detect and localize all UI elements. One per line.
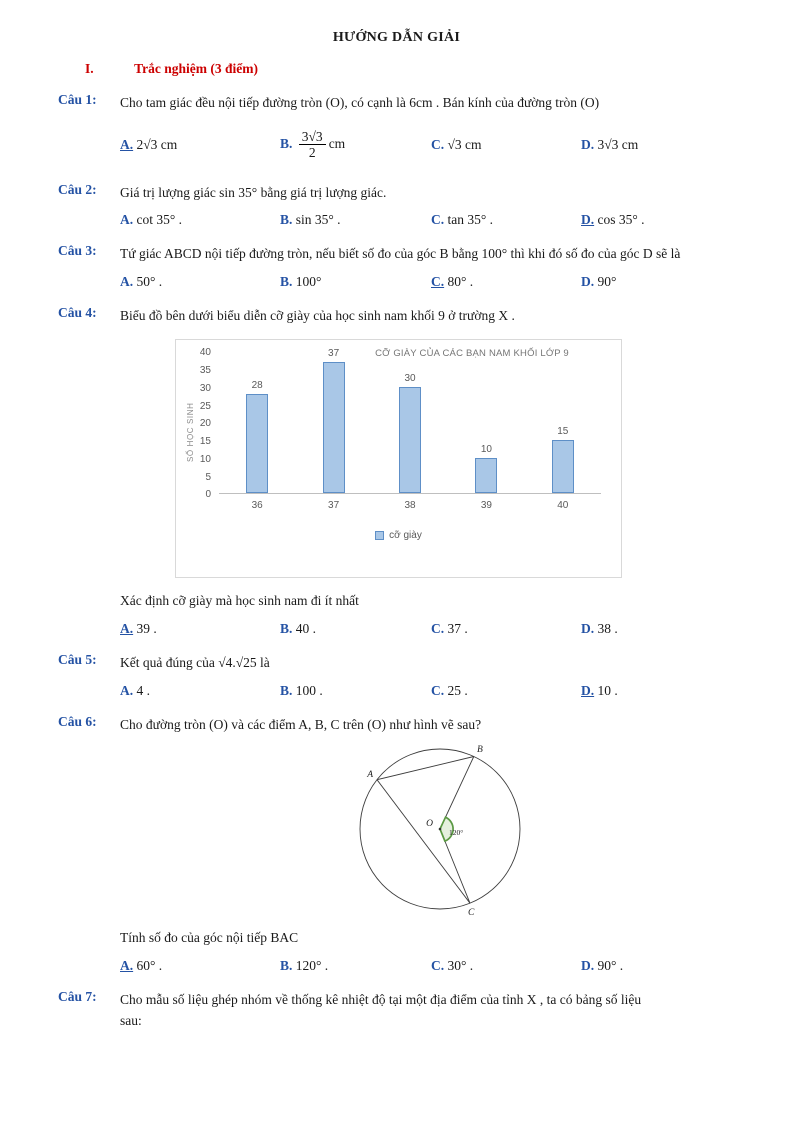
option-letter: D. bbox=[581, 273, 595, 289]
question-4-text-2: Xác định cỡ giày mà học sinh nam đi ít nhất bbox=[120, 593, 359, 609]
bar-size-38 bbox=[399, 387, 421, 494]
option-letter: A. bbox=[120, 957, 134, 973]
question-4-label: Câu 4: bbox=[58, 304, 97, 320]
option-text: 10 . bbox=[594, 682, 618, 698]
section-number: I. bbox=[85, 61, 94, 76]
option-letter: A. bbox=[120, 212, 134, 228]
y-axis-tick: 30 bbox=[199, 382, 211, 394]
question-1-options bbox=[120, 123, 735, 167]
question-2-text: Giá trị lượng giác sin 35° bằng giá trị lượng giác. bbox=[120, 184, 387, 200]
shoe-size-bar-chart bbox=[175, 339, 622, 578]
answer-option-d bbox=[581, 274, 735, 290]
option-text: 25 . bbox=[444, 682, 468, 698]
bar-value-label: 15 bbox=[557, 426, 569, 438]
question-1-label: Câu 1: bbox=[58, 92, 97, 107]
question-2 bbox=[58, 182, 735, 229]
answer-option-c bbox=[431, 683, 581, 699]
option-text: cot 35° . bbox=[133, 212, 183, 228]
point-label-c: C bbox=[468, 908, 475, 919]
chart-title: CỠ GIÀY CỦA CÁC BẠN NAM KHỐI LỚP 9 bbox=[375, 348, 569, 360]
question-3-options bbox=[120, 274, 735, 290]
y-axis-tick: 15 bbox=[199, 436, 211, 448]
option-letter: C. bbox=[431, 682, 445, 698]
x-axis-label: 39 bbox=[480, 500, 492, 512]
option-text: 38 . bbox=[594, 620, 618, 636]
fraction: $\frac{3√3}{2}$ bbox=[299, 129, 326, 161]
bar-value-label: 30 bbox=[404, 372, 416, 384]
answer-option-d bbox=[581, 212, 735, 228]
option-letter: C. bbox=[431, 957, 445, 973]
option-letter: A. bbox=[120, 620, 134, 636]
question-5-text: Kết quả đúng của √4.√25 là bbox=[120, 654, 270, 670]
option-text: 120° . bbox=[292, 957, 329, 973]
option-letter: C. bbox=[431, 620, 445, 636]
option-letter: B. bbox=[280, 957, 293, 973]
option-text: 50° . bbox=[133, 273, 163, 289]
option-letter: A. bbox=[120, 136, 134, 152]
option-text: cos 35° . bbox=[594, 212, 645, 228]
question-1 bbox=[58, 92, 735, 167]
x-axis-label: 37 bbox=[328, 500, 340, 512]
point-label-b: B bbox=[477, 745, 483, 756]
option-text: 80° . bbox=[444, 273, 474, 289]
option-text: 4 . bbox=[133, 682, 150, 698]
option-text: cm bbox=[328, 135, 346, 151]
answer-option-a bbox=[120, 621, 280, 637]
y-axis-tick: 5 bbox=[205, 471, 211, 483]
question-6-text-2: Tính số đo của góc nội tiếp BAC bbox=[120, 930, 299, 946]
chord-AC bbox=[377, 780, 470, 904]
option-text: 2√3 cm bbox=[133, 136, 178, 152]
center-point bbox=[439, 828, 442, 831]
question-2-options bbox=[120, 212, 735, 228]
option-letter: C. bbox=[431, 273, 445, 289]
y-axis-tick: 0 bbox=[205, 489, 211, 501]
section-heading bbox=[58, 61, 735, 77]
answer-option-a bbox=[120, 212, 280, 228]
question-1-text: Cho tam giác đều nội tiếp đường tròn (O), có cạnh là 6cm . Bán kính của đường tròn (O) bbox=[120, 95, 600, 110]
answer-option-a bbox=[120, 274, 280, 290]
answer-option-a bbox=[120, 683, 280, 699]
option-letter: D. bbox=[581, 682, 595, 698]
option-letter: B. bbox=[280, 682, 293, 698]
chord-AB bbox=[377, 757, 474, 780]
option-text: 100 . bbox=[292, 682, 323, 698]
chart-y-axis-title: SỐ HỌC SINH bbox=[186, 402, 195, 463]
question-3 bbox=[58, 243, 735, 290]
center-label-o: O bbox=[426, 819, 433, 830]
option-letter: B. bbox=[280, 135, 293, 151]
question-6 bbox=[58, 714, 735, 974]
option-text: sin 35° . bbox=[292, 212, 341, 228]
option-letter: D. bbox=[581, 957, 595, 973]
answer-option-b bbox=[280, 274, 431, 290]
angle-value-label: 120° bbox=[449, 828, 464, 838]
option-text: 39 . bbox=[133, 620, 157, 636]
option-letter: C. bbox=[431, 212, 445, 228]
point-label-a: A bbox=[367, 770, 373, 781]
x-axis-label: 40 bbox=[557, 500, 569, 512]
answer-option-d bbox=[581, 137, 735, 153]
answer-option-c bbox=[431, 958, 581, 974]
y-axis-tick: 20 bbox=[199, 418, 211, 430]
y-axis-tick: 35 bbox=[199, 365, 211, 377]
answer-option-b bbox=[280, 683, 431, 699]
bar-value-label: 10 bbox=[480, 443, 492, 455]
x-axis-label: 38 bbox=[404, 500, 416, 512]
answer-option-b bbox=[280, 621, 431, 637]
answer-option-d bbox=[581, 621, 735, 637]
chart-legend bbox=[176, 530, 621, 541]
answer-option-b bbox=[280, 958, 431, 974]
option-text: 90° bbox=[594, 273, 617, 289]
question-7-text-2: sau: bbox=[120, 1013, 142, 1029]
question-7 bbox=[58, 989, 735, 1032]
option-letter: A. bbox=[120, 273, 134, 289]
bar-size-39 bbox=[475, 458, 497, 494]
option-text: 30° . bbox=[444, 957, 474, 973]
option-letter: D. bbox=[581, 620, 595, 636]
bar-size-37 bbox=[323, 362, 345, 493]
question-6-text: Cho đường tròn (O) và các điểm A, B, C trên (O) như hình vẽ sau? bbox=[120, 716, 482, 732]
question-3-text: Tứ giác ABCD nội tiếp đường tròn, nếu biết số đo của góc B bằng 100° thì khi đó số đo của góc D sẽ là bbox=[120, 246, 681, 262]
section-title: Trắc nghiệm (3 điểm) bbox=[134, 61, 258, 76]
y-axis-tick: 25 bbox=[199, 400, 211, 412]
option-letter: C. bbox=[431, 136, 445, 152]
option-text: 3√3 cm bbox=[594, 136, 639, 152]
y-axis-tick: 10 bbox=[199, 453, 211, 465]
option-text: 100° bbox=[292, 273, 322, 289]
answer-option-c bbox=[431, 274, 581, 290]
answer-option-c bbox=[431, 621, 581, 637]
option-text: tan 35° . bbox=[444, 212, 494, 228]
answer-option-d bbox=[581, 958, 735, 974]
question-4-options bbox=[120, 621, 735, 637]
bar-value-label: 37 bbox=[328, 348, 340, 360]
answer-option-d bbox=[581, 683, 735, 699]
bar-size-36 bbox=[246, 394, 268, 493]
question-3-label: Câu 3: bbox=[58, 243, 97, 259]
question-6-options bbox=[120, 958, 735, 974]
x-axis-label: 36 bbox=[251, 500, 263, 512]
answer-option-b bbox=[280, 129, 431, 161]
option-text: 60° . bbox=[133, 957, 163, 973]
page-title: HƯỚNG DẪN GIẢI bbox=[332, 30, 461, 45]
bar-size-40 bbox=[552, 440, 574, 493]
answer-option-c bbox=[431, 212, 581, 228]
question-6-label: Câu 6: bbox=[58, 713, 97, 729]
option-letter: D. bbox=[581, 212, 595, 228]
option-text: 40 . bbox=[292, 620, 317, 636]
option-letter: B. bbox=[280, 273, 293, 289]
question-2-label: Câu 2: bbox=[58, 181, 97, 197]
legend-swatch bbox=[375, 531, 384, 540]
question-7-text: Cho mẫu số liệu ghép nhóm về thống kê nhiệt độ tại một địa điểm của tỉnh X , ta có bảng số liệu bbox=[120, 991, 642, 1007]
option-text: √3 cm bbox=[444, 136, 482, 152]
chart-plot bbox=[199, 347, 601, 512]
answer-option-c bbox=[431, 137, 581, 153]
y-axis-tick: 40 bbox=[199, 347, 211, 359]
option-text: 90° . bbox=[594, 957, 624, 973]
circle-figure bbox=[355, 741, 535, 919]
question-4-text: Biểu đồ bên dưới biểu diễn cỡ giày của học sinh nam khối 9 ở trường X . bbox=[120, 307, 515, 323]
answer-option-a bbox=[120, 137, 280, 153]
question-4 bbox=[58, 305, 735, 637]
legend-label: cỡ giày bbox=[389, 530, 422, 542]
question-5 bbox=[58, 652, 735, 699]
option-letter: B. bbox=[280, 620, 293, 636]
option-letter: A. bbox=[120, 682, 134, 698]
option-letter: B. bbox=[280, 212, 293, 228]
answer-option-a bbox=[120, 958, 280, 974]
answer-option-b bbox=[280, 212, 431, 228]
bar-value-label: 28 bbox=[251, 379, 263, 391]
question-7-label: Câu 7: bbox=[58, 988, 97, 1004]
option-letter: D. bbox=[581, 136, 595, 152]
question-5-options bbox=[120, 683, 735, 699]
question-5-label: Câu 5: bbox=[58, 651, 97, 667]
circle-figure-wrapper bbox=[355, 741, 735, 923]
option-text: 37 . bbox=[444, 620, 468, 636]
